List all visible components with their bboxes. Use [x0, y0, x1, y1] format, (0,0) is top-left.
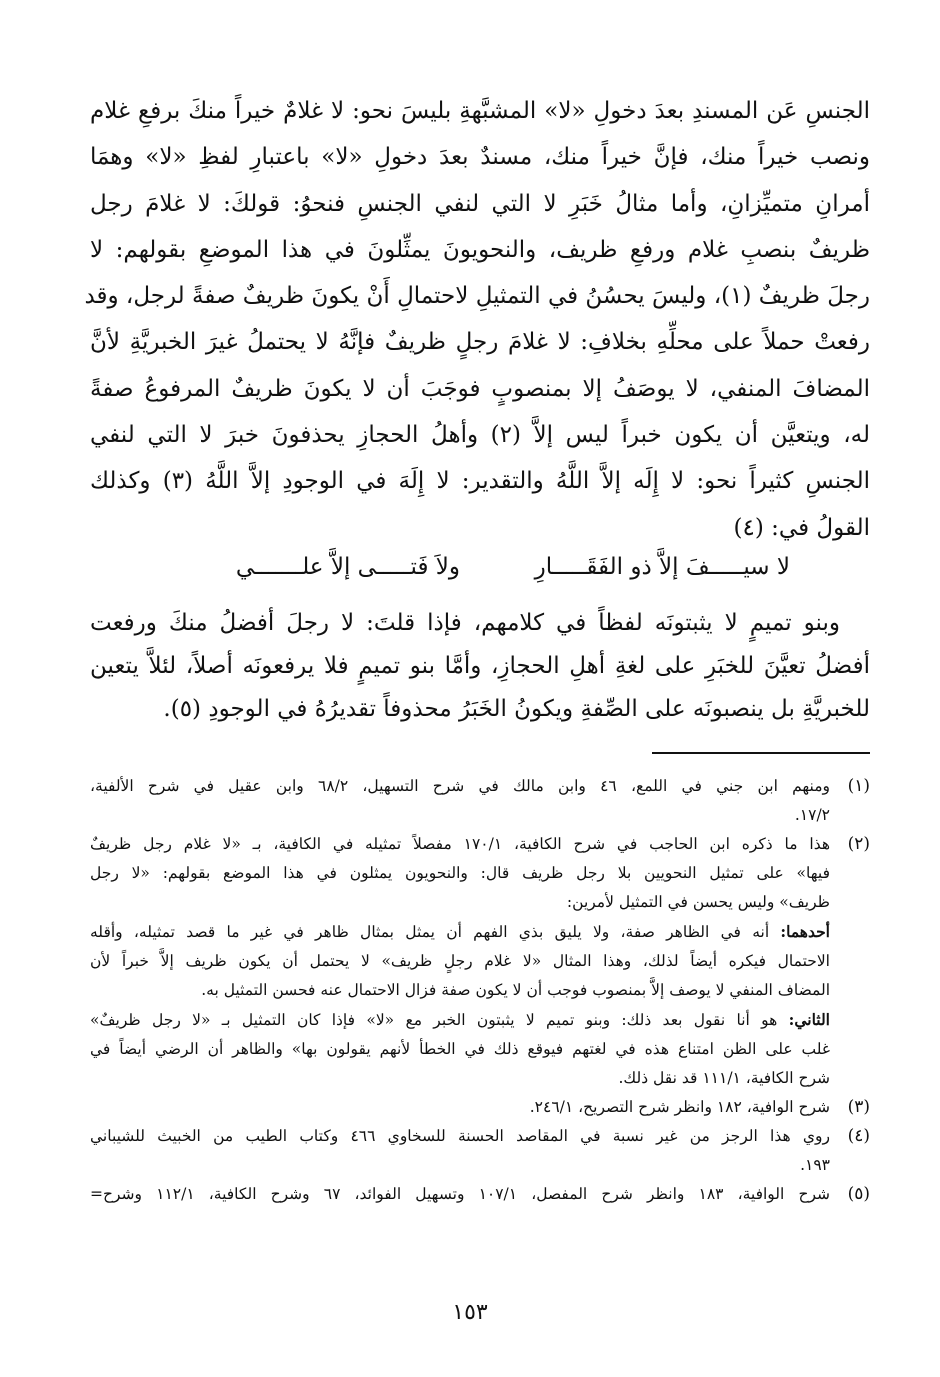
- footnote-line: أحدهما: أنه في الظاهر صفة، ولا يليق بذي الفهم أن يمثل بمثال ظاهر في غير ما قصد تمثيله، وأقله: [90, 922, 830, 941]
- footnote-line: شرح الوافية، ١٨٣ وانظر شرح المفصل، ١٠٧/١ وتسهيل الفوائد، ٦٧ وشرح الكافية، ١١٢/١ وشرح=: [90, 1185, 830, 1203]
- footnote-lead-word: أحدهما:: [780, 922, 830, 941]
- footnote-line: روي هذا الرجز من غير نسبة في المقاصد الحسنة للسخاوي ٤٦٦ وكتاب الطيب من الخبيث للشيباني: [90, 1127, 830, 1145]
- poetry-verse: [180, 546, 790, 596]
- footnote-number: (٤): [847, 1126, 870, 1146]
- footnote-number: (١): [847, 776, 870, 796]
- verse-second-hemistich: ولاَ فَتـــــى إلاَّ علـــــــي: [235, 554, 460, 580]
- footnote-line: شرح الكافية، ١١١/١ قد نقل ذلك.: [618, 1069, 830, 1087]
- text-line: أفضلُ تعيَّنَ للخبَرِ على لغةِ أهلِ الحجازِ، وأمَّا بنو تميمٍ فلا يرفعونَه أصلاً، لئلاَّ يتعين: [90, 653, 870, 679]
- footnote-lead-word: الثاني:: [788, 1010, 830, 1029]
- main-text: [84, 88, 870, 551]
- footnote-separator: [652, 752, 870, 754]
- text-line: الجنسِ عَن المسندِ بعدَ دخولِ «لا» المشبَّهةِ بليسَ نحو: لا غلامٌ خيراً منكَ برفعِ غلام: [90, 98, 870, 124]
- page-number: ١٥٣: [452, 1300, 488, 1325]
- footnote-2: [90, 830, 870, 1093]
- footnote-1: [90, 772, 870, 830]
- footnote-4: [90, 1122, 870, 1180]
- footnotes: [90, 772, 870, 1209]
- footnote-number: (٢): [847, 834, 870, 854]
- footnote-line: شرح الوافية، ١٨٢ وانظر شرح التصريح، ٢٤٦/١.: [529, 1098, 830, 1116]
- footnote-5: [90, 1180, 870, 1209]
- main-text-continued: [90, 602, 870, 731]
- footnote-line: ١٩٣.: [800, 1156, 830, 1174]
- footnote-3: [90, 1093, 870, 1122]
- text-line: رفعتْ حملاً على محلِّهِ بخلافِ: لا غلامَ رجلٍ ظريفٌ فإنَّهُ لا يحتملُ غيرَ الخبريَّةِ لأنَّ: [90, 329, 870, 356]
- text-line: للخبريَّةِ بل ينصبونَه على الصِّفةِ ويكونُ الخَبَرُ محذوفاً تقديرُهُ في الوجودِ (٥).: [163, 696, 870, 722]
- footnote-line: المضاف المنفي لا يوصف إلاَّ بمنصوب فوجب أن لا يكون صفة فزال الاحتمال عنه فحسن التمثيل به.: [201, 981, 830, 999]
- footnote-line: هذا ما ذكره ابن الحاجب في شرح الكافية، ١٧٠/١ مفصلاً تمثيله في الكافية، بـ «لا غلام رجل ظريفٌ: [90, 835, 831, 853]
- footnote-line: الثاني: هو أنا نقول بعد ذلك: وبنو تميم لا يثبتون الخبر مع «لا» فإذا كان التمثيل بـ «لا رجل ظريفٌ»: [90, 1010, 830, 1029]
- text-line: ظريفٌ بنصبِ غلام ورفعِ ظريف، والنحويونَ يمثِّلونَ في هذا الموضعِ بقولهم: لا: [90, 236, 870, 263]
- text-line: له، ويتعيَّن أن يكون خبراً ليس إلاَّ (٢) وأهلُ الحجازِ يحذفونَ خبرَ لا التي لنفي: [90, 422, 870, 449]
- footnote-line: ومنهم ابن جني في اللمع، ٤٦ وابن مالك في شرح التسهيل، ٦٨/٢ وابن عقيل في شرح الألفية،: [90, 777, 830, 795]
- footnote-line: ظريف» وليس يحسن في التمثيل لأمرين:: [566, 893, 830, 911]
- footnote-line: غلب على الظن امتناع هذه في لغتهم فيوقع ذلك في الخطأ لأنهم يقولون بها» والظاهر أن الرضي أيضاً في: [90, 1040, 830, 1058]
- footnote-number: (٣): [847, 1097, 870, 1117]
- footnote-line: الاحتمال فيكره أيضاً لذلك، وهذا المثال «لا غلام رجلٍ ظريف» لا يحتمل أن يكون ظريف إلاَّ خبراً لأن: [90, 952, 830, 970]
- text-line: الجنسِ كثيراً نحو: لا إِلَه إلاَّ اللَّهُ والتقدير: لا إِلَهَ في الوجودِ إلاَّ اللَّهُ (٣) وكذلك: [90, 468, 870, 495]
- footnote-line: فيها» على تمثيل النحويين بلا رجل ظريف قال: والنحويون يمثلون في هذا الموضع بقولهم: «لا رجل: [90, 864, 830, 882]
- text-line: ونصب خيراً منك، فإنَّ خيراً منك، مسندٌ بعدَ دخولِ «لا» باعتبارِ لفظِ «لا» وهمَا: [90, 144, 870, 171]
- text-line: وبنو تميمٍ لا يثبتونَه لفظاً في كلامهم، فإذا قلتَ: لا رجلَ أفضلُ منكَ ورفعت: [90, 610, 840, 636]
- footnote-line: ١٧/٢.: [794, 806, 830, 824]
- text-line: القولُ في: (٤): [733, 514, 870, 541]
- footnote-number: (٥): [847, 1184, 870, 1204]
- text-line: رجلَ ظريفٌ (١)، وليسَ يحسُنُ في التمثيلِ لاحتمالِ أَنْ يكونَ ظريفٌ صفةً لرجل، وقد: [84, 283, 870, 310]
- text-line: المضافَ المنفي، لا يوصَفُ إلا بمنصوبٍ فوجَبَ أن لا يكونَ ظريفٌ المرفوعُ صفةً: [90, 375, 870, 402]
- verse-first-hemistich: لا سيـــــفَ إلاَّ ذو الفَقَـــــارِ: [534, 554, 790, 580]
- text-line: أمرانِ متميِّزانِ، وأما مثالُ خَبَرِ لا التي لنفي الجنسِ فنحوُ: قولكَ: لا غلامَ رجل: [90, 190, 870, 217]
